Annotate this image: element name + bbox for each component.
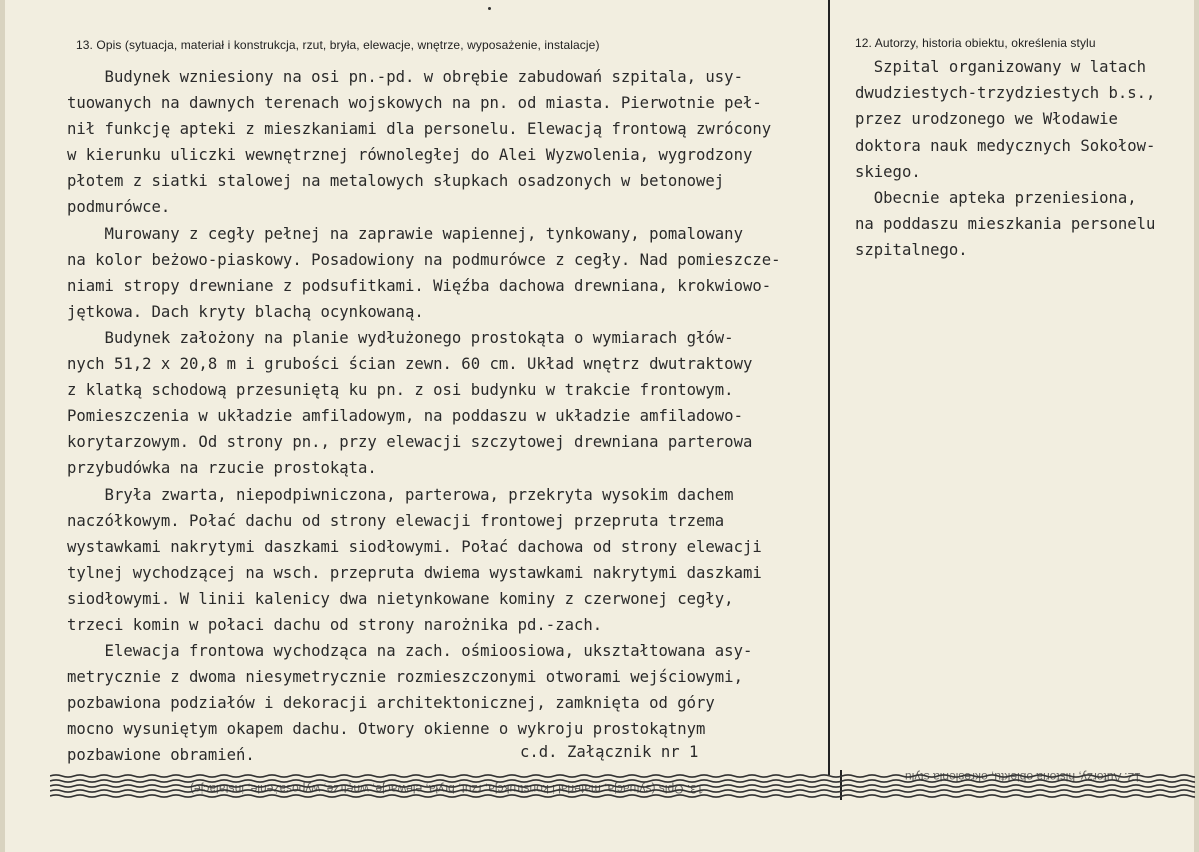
ink-dot xyxy=(488,7,491,10)
body-text-line: przybudówka na rzucie prostokąta. xyxy=(67,459,377,478)
body-text-line: szpitalnego. xyxy=(855,241,968,260)
body-text-line: Murowany z cegły pełnej na zaprawie wapiennej, tynkowany, pomalowany xyxy=(67,224,743,243)
page-left-edge xyxy=(0,0,5,852)
body-text-line: skiego. xyxy=(855,162,921,181)
body-text-line: wystawkami nakrytymi daszkami siodłowymi. Połać dachowa od strony elewacji xyxy=(67,537,762,556)
body-text-line: jętkowa. Dach kryty blachą ocynkowaną. xyxy=(67,302,424,321)
body-text-line: niami stropy drewniane z podsufitkami. Więźba dachowa drewniana, krokwiowo- xyxy=(67,276,772,295)
body-text-line: pozbawiona podziałów i dekoracji architektonicznej, zamknięta od góry xyxy=(67,694,715,713)
body-text-line: pozbawione obramień. xyxy=(67,746,255,765)
body-text-line: nił funkcję apteki z mieszkaniami dla personelu. Elewacją frontową zwrócony xyxy=(67,120,772,139)
mirrored-header-12: 12. Autorzy, historia obiektu, określenia stylu xyxy=(905,770,1141,784)
body-text-line: nych 51,2 x 20,8 m i grubości ścian zewn. 60 cm. Układ wnętrz dwutraktowy xyxy=(67,355,753,374)
body-text-line: doktora nauk medycznych Sokołow- xyxy=(855,136,1156,155)
body-text-line: Pomieszczenia w układzie amfiladowym, na poddaszu w układzie amfiladowo- xyxy=(67,407,743,426)
body-text-line: Bryła zwarta, niepodpiwniczona, parterowa, przekryta wysokim dachem xyxy=(67,485,734,504)
body-text-line: Budynek wzniesiony na osi pn.-pd. w obrębie zabudowań szpitala, usy- xyxy=(67,68,743,86)
column-divider xyxy=(828,0,830,775)
body-text-line: Obecnie apteka przeniesiona, xyxy=(855,188,1137,207)
body-text-line: naczółkowym. Połać dachu od strony elewacji frontowej przepruta trzema xyxy=(67,511,725,530)
body-text-line: korytarzowym. Od strony pn., przy elewacji szczytowej drewniana parterowa xyxy=(67,433,753,452)
body-text-line: siodłowymi. W linii kalenicy dwa nietynkowane kominy z czerwonej cegły, xyxy=(67,589,734,608)
body-text-line: na kolor beżowo-piaskowy. Posadowiony na podmurówce z cegły. Nad pomieszcze- xyxy=(67,250,781,269)
body-text-line: przez urodzonego we Włodawie xyxy=(855,110,1118,129)
section-12-header: 12. Autorzy, historia obiektu, określenia stylu xyxy=(855,36,1096,50)
body-text-line: trzeci komin w połaci dachu od strony narożnika pd.-zach. xyxy=(67,615,603,634)
body-text-line: Budynek założony na planie wydłużonego prostokąta o wymiarach głów- xyxy=(67,328,734,347)
body-text-line: metrycznie z dwoma niesymetrycznie rozmieszczonymi otworami wejściowymi, xyxy=(67,668,743,687)
body-text-line: tylnej wychodzącej na wsch. przepruta dwiema wystawkami nakrytymi daszkami xyxy=(67,563,762,582)
body-text-line: mocno wysuniętym okapem dachu. Otwory okienne o wykroju prostokątnym xyxy=(67,720,706,739)
body-text-line: w kierunku uliczki wewnętrznej równoległej do Alei Wyzwolenia, wygrodzony xyxy=(67,146,753,165)
page-right-edge xyxy=(1194,0,1199,852)
body-text-line: z klatką schodową przesuniętą ku pn. z osi budynku w trakcie frontowym. xyxy=(67,381,734,400)
body-text-line: tuowanych na dawnych terenach wojskowych na pn. od miasta. Pierwotnie peł- xyxy=(67,94,762,113)
section-13-body xyxy=(67,64,827,769)
section-13-header: 13. Opis (sytuacja, materiał i konstrukcja, rzut, bryła, elewacje, wnętrze, wyposażenie, instalacje) xyxy=(76,38,600,52)
body-text-line: na poddaszu mieszkania personelu xyxy=(855,215,1156,234)
body-text-line: podmurówce. xyxy=(67,198,171,217)
body-text-line: Szpital organizowany w latach xyxy=(855,58,1147,76)
body-text-line: dwudziestych-trzydziestych b.s., xyxy=(855,84,1156,103)
body-text-line: Elewacja frontowa wychodząca na zach. ośmioosiowa, ukształtowana asy- xyxy=(67,642,753,661)
mirrored-header-13: 13. Opis (sytuacja, materiał i konstrukcja, rzut, bryła, elewacje, wnętrze, wyposażenie, instalacje) xyxy=(190,782,704,796)
continuation-note: c.d. Załącznik nr 1 xyxy=(520,743,699,761)
body-text-line: płotem z siatki stalowej na metalowych słupkach osadzonych w betonowej xyxy=(67,172,725,191)
section-12-body xyxy=(855,54,1193,264)
